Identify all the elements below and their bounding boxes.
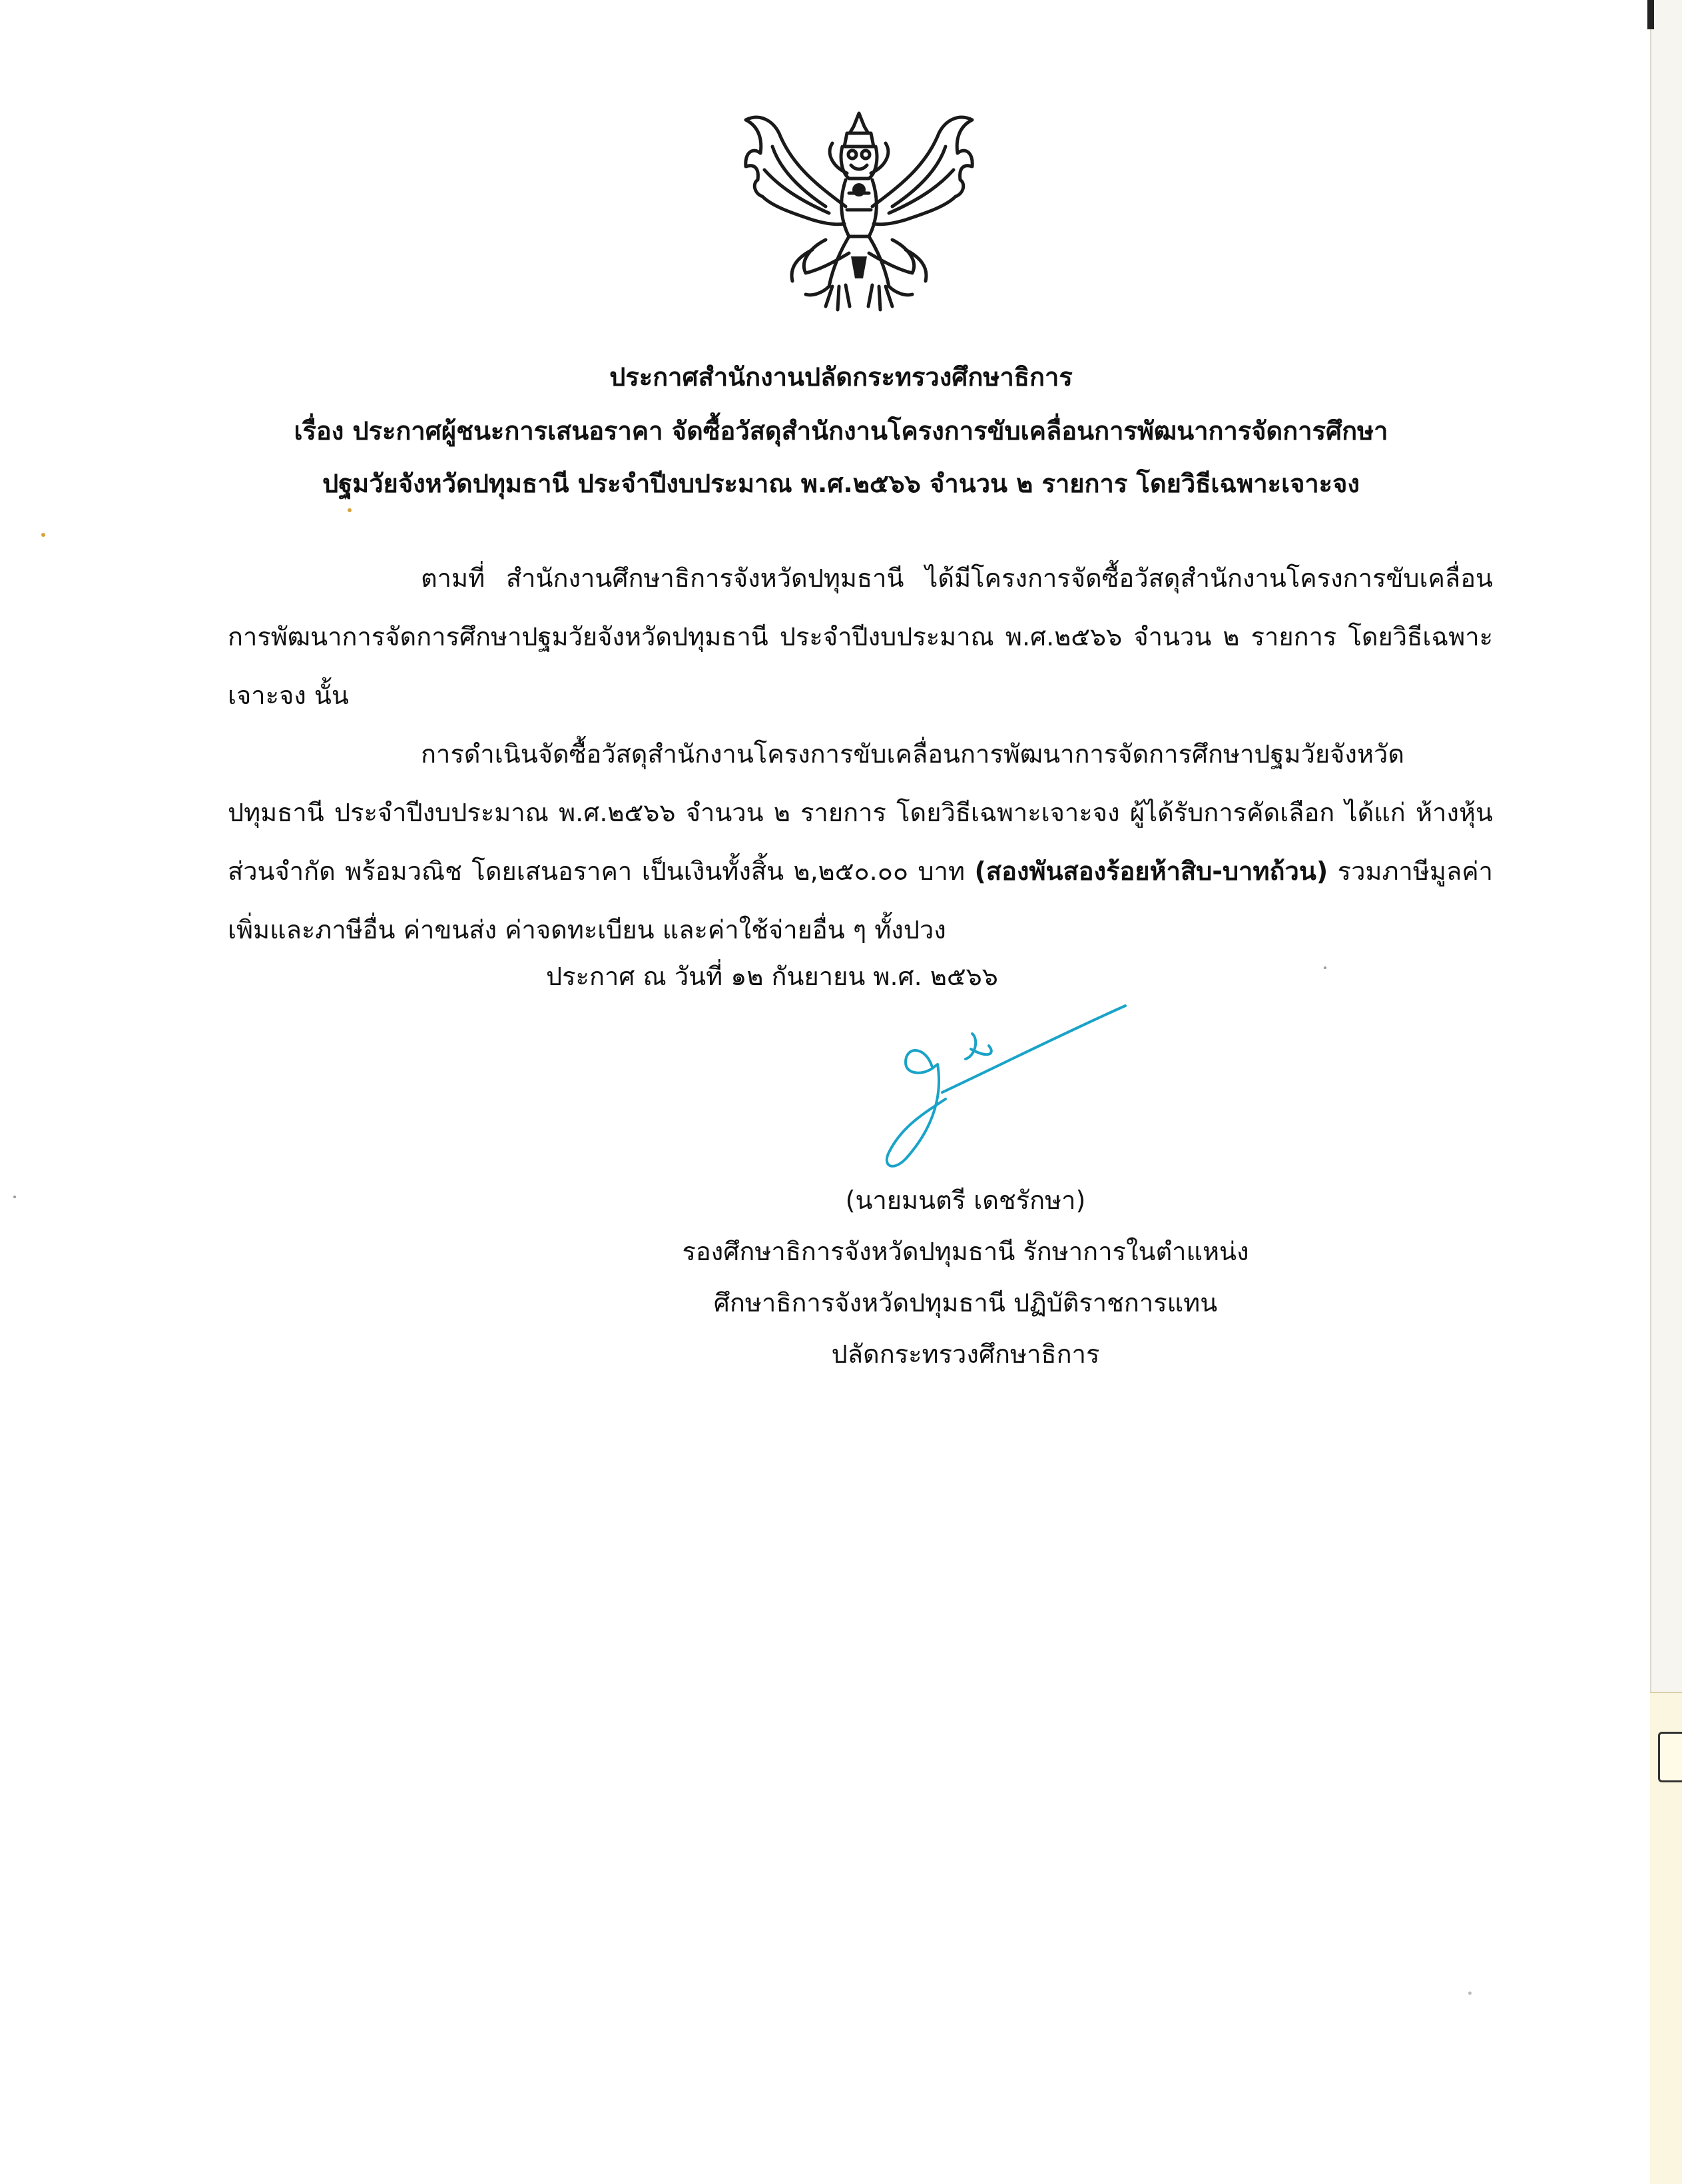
subject-line-2: ปฐมวัยจังหวัดปทุมธานี ประจำปีงบประมาณ พ.ศ.๒๕๖๖ จำนวน ๒ รายการ โดยวิธีเฉพาะเจาะจง: [322, 469, 1360, 498]
paragraph-2-tail: รวมภาษีมูลค่าเพิ่มและภาษีอื่น ค่าขนส่ง ค่าจดทะเบียน และค่าใช้จ่ายอื่น ๆ ทั้งปวง: [228, 857, 1494, 944]
subject-line-1: เรื่อง ประกาศผู้ชนะการเสนอราคา จัดซื้อวัสดุสำนักงานโครงการขับเคลื่อนการพัฒนาการจัดการศึกษา: [294, 416, 1388, 446]
scan-edge-mark: [1647, 0, 1654, 29]
adjacent-page-mark: [1658, 1732, 1682, 1782]
signatory-position-1: รองศึกษาธิการจังหวัดปทุมธานี รักษาการในตำแหน่ง: [682, 1237, 1249, 1266]
body-paragraph-1: ตามที่ สำนักงานศึกษาธิการจังหวัดปทุมธานี ได้มีโครงการจัดซื้อวัสดุสำนักงานโครงการขับเคลื่อนการพัฒนาการจัดการศึกษาปฐมวัยจังหวัดปทุมธานี ประจำปีงบประมาณ พ.ศ.๒๕๖๖ จำนวน ๒ รายการ โดยวิธีเฉพาะเจาะจง นั้น: [228, 563, 1493, 710]
scan-speck: [1324, 966, 1326, 969]
signature-icon: [879, 992, 1145, 1186]
garuda-emblem-icon: [732, 107, 985, 320]
announcement-date: ประกาศ ณ วันที่ ๑๒ กันยายน พ.ศ. ๒๕๖๖: [546, 962, 998, 991]
announcement-title: ประกาศสำนักงานปลัดกระทรวงศึกษาธิการ: [609, 362, 1073, 392]
paragraph-2-text: การดำเนินจัดซื้อวัสดุสำนักงานโครงการขับเคลื่อนการพัฒนาการจัดการศึกษาปฐมวัยจังหวัดปทุมธานี ประจำปีงบประมาณ พ.ศ.๒๕๖๖ จำนวน ๒ รายการ โดยวิธีเฉพาะเจาะจง ผู้ได้รับการคัดเลือก ได้แก่ ห้างหุ้นส่วนจำกัด พร้อมวณิช โดยเสนอราคา เป็นเงินทั้งสิ้น ๒,๒๕๐.๐๐ บาท: [228, 739, 1493, 886]
scan-speck: [348, 508, 352, 512]
signatory-position-2: ศึกษาธิการจังหวัดปทุมธานี ปฏิบัติราชการแทน: [713, 1288, 1218, 1317]
scan-speck: [1468, 1992, 1472, 1995]
body-paragraph-2: [228, 725, 1493, 959]
signatory-position-3: ปลัดกระทรวงศึกษาธิการ: [831, 1339, 1100, 1369]
scan-speck: [13, 1196, 16, 1198]
scan-speck: [41, 533, 45, 537]
signatory-name: (นายมนตรี เดชรักษา): [845, 1186, 1086, 1215]
amount-in-words: (สองพันสองร้อยห้าสิบ-บาทถ้วน): [974, 857, 1328, 886]
